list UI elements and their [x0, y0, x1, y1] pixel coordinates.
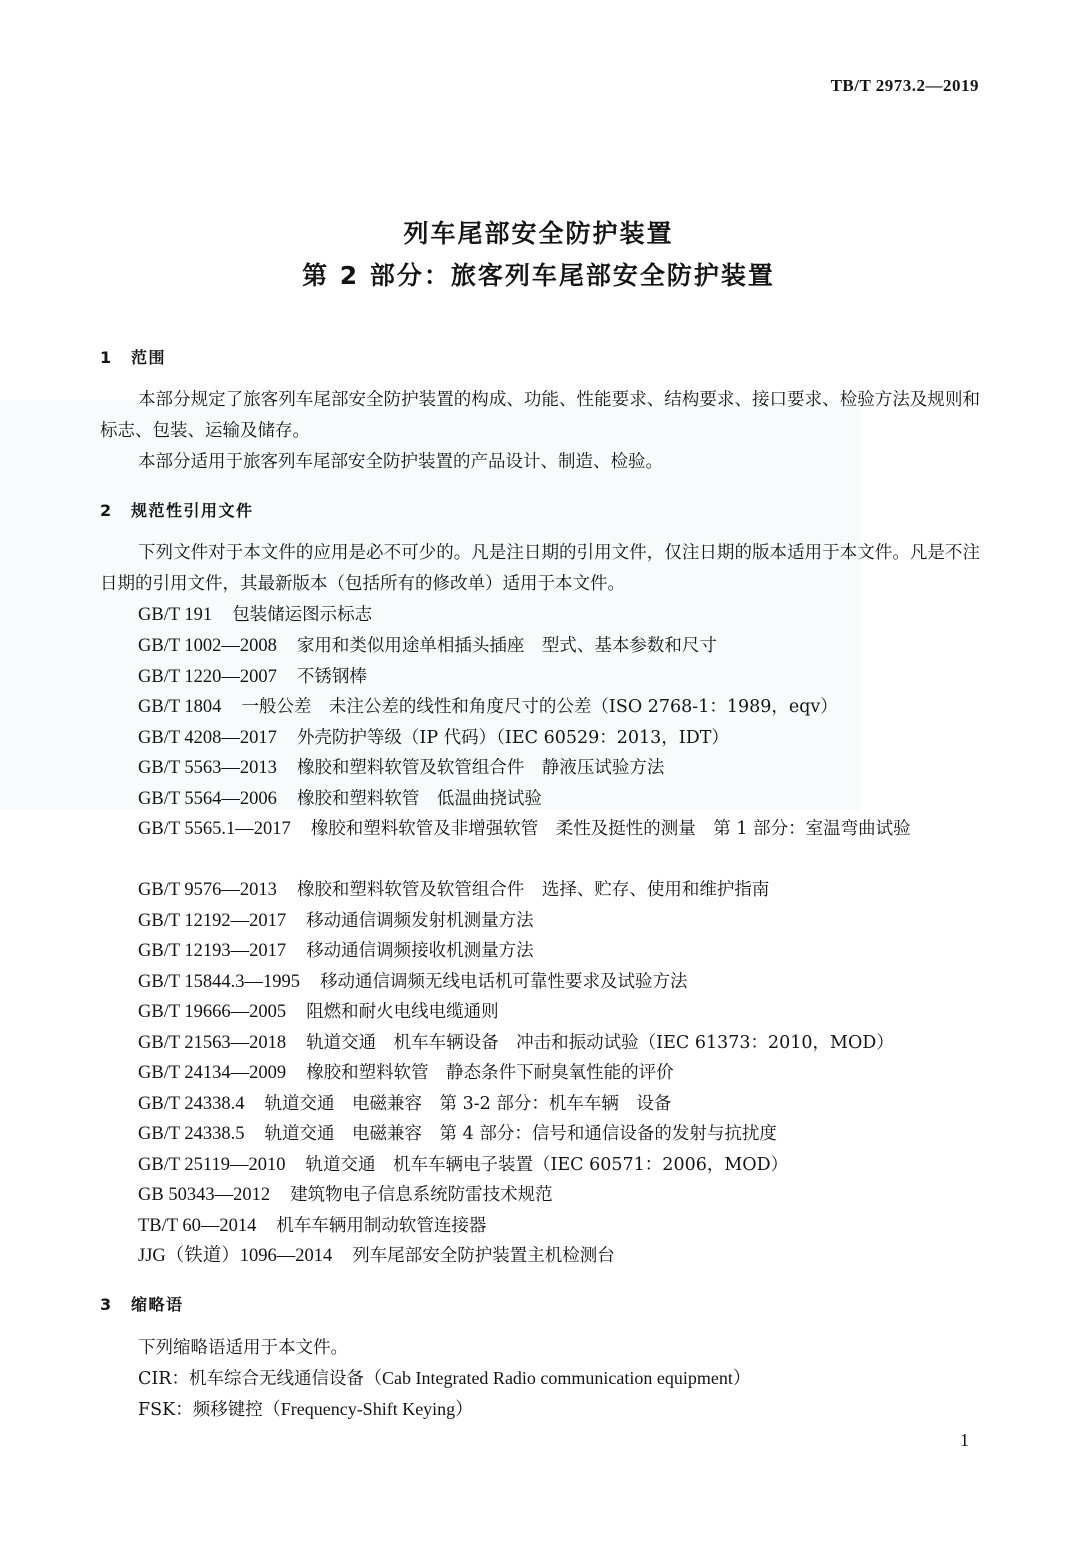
- abbreviation-item: FSK：频移键控（Frequency-Shift Keying）: [138, 1399, 474, 1420]
- section-2-heading: [100, 498, 254, 521]
- reference-item: GB/T 25119—2010 轨道交通 机车车辆电子装置（IEC 60571：2006，MOD）: [138, 1155, 789, 1175]
- reference-item: GB/T 12193—2017 移动通信调频接收机测量方法: [138, 941, 534, 961]
- reference-item: GB/T 5563—2013 橡胶和塑料软管及软管组合件 静液压试验方法: [138, 758, 665, 778]
- reference-item: GB/T 191 包装储运图示标志: [138, 605, 373, 625]
- section-number: 1: [100, 348, 112, 367]
- reference-item: GB/T 21563—2018 轨道交通 机车车辆设备 冲击和振动试验（IEC 61373：2010，MOD）: [138, 1033, 894, 1053]
- reference-item: GB/T 24338.5 轨道交通 电磁兼容 第 4 部分：信号和通信设备的发射与抗扰度: [138, 1124, 777, 1144]
- reference-item: GB/T 1002—2008 家用和类似用途单相插头插座 型式、基本参数和尺寸: [138, 636, 717, 656]
- reference-item: GB 50343—2012 建筑物电子信息系统防雷技术规范: [138, 1185, 553, 1205]
- reference-item: TB/T 60—2014 机车车辆用制动软管连接器: [138, 1216, 487, 1236]
- abbreviation-item: CIR：机车综合无线通信设备（Cab Integrated Radio communication equipment）: [138, 1368, 751, 1389]
- section-1-paragraph-1: 本部分规定了旅客列车尾部安全防护装置的构成、功能、性能要求、结构要求、接口要求、检验方法及规则和标志、包装、运输及储存。: [100, 390, 980, 441]
- reference-item: GB/T 24338.4 轨道交通 电磁兼容 第 3-2 部分：机车车辆 设备: [138, 1094, 672, 1114]
- document-title-line2: 第 2 部分：旅客列车尾部安全防护装置: [302, 261, 775, 290]
- standard-code: TB/T 2973.2—2019: [830, 76, 979, 95]
- document-title-line1: 列车尾部安全防护装置: [403, 219, 674, 248]
- section-1-heading: [100, 345, 166, 368]
- section-1-paragraph-2: 本部分适用于旅客列车尾部安全防护装置的产品设计、制造、检验。: [138, 452, 663, 472]
- reference-item: GB/T 1220—2007 不锈钢棒: [138, 667, 367, 687]
- reference-item: GB/T 5565.1—2017 橡胶和塑料软管及非增强软管 柔性及挺性的测量 第 1 部分：室温弯曲试验: [138, 819, 911, 839]
- page-number: 1: [960, 1430, 969, 1450]
- section-2-intro: 下列文件对于本文件的应用是必不可少的。凡是注日期的引用文件，仅注日期的版本适用于本文件。凡是不注日期的引用文件，其最新版本（包括所有的修改单）适用于本文件。: [100, 543, 980, 594]
- section-number: 3: [100, 1295, 112, 1314]
- section-title: 范围: [131, 348, 167, 367]
- reference-item: GB/T 19666—2005 阻燃和耐火电线电缆通则: [138, 1002, 499, 1022]
- section-number: 2: [100, 501, 112, 520]
- reference-item: GB/T 9576—2013 橡胶和塑料软管及软管组合件 选择、贮存、使用和维护指南: [138, 880, 770, 900]
- reference-item: GB/T 4208—2017 外壳防护等级（IP 代码）（IEC 60529：2013，IDT）: [138, 728, 729, 748]
- reference-item: GB/T 12192—2017 移动通信调频发射机测量方法: [138, 911, 534, 931]
- section-3-heading: [100, 1292, 184, 1315]
- reference-item: GB/T 15844.3—1995 移动通信调频无线电话机可靠性要求及试验方法: [138, 972, 688, 992]
- reference-item: GB/T 24134—2009 橡胶和塑料软管 静态条件下耐臭氧性能的评价: [138, 1063, 674, 1083]
- reference-item: JJG（铁道）1096—2014 列车尾部安全防护装置主机检测台: [138, 1246, 615, 1266]
- section-3-intro: 下列缩略语适用于本文件。: [138, 1338, 348, 1358]
- reference-item: GB/T 5564—2006 橡胶和塑料软管 低温曲挠试验: [138, 789, 542, 809]
- section-title: 规范性引用文件: [131, 501, 254, 520]
- reference-item: GB/T 1804 一般公差 未注公差的线性和角度尺寸的公差（ISO 2768-1：1989，eqv）: [138, 697, 838, 717]
- section-title: 缩略语: [131, 1295, 184, 1314]
